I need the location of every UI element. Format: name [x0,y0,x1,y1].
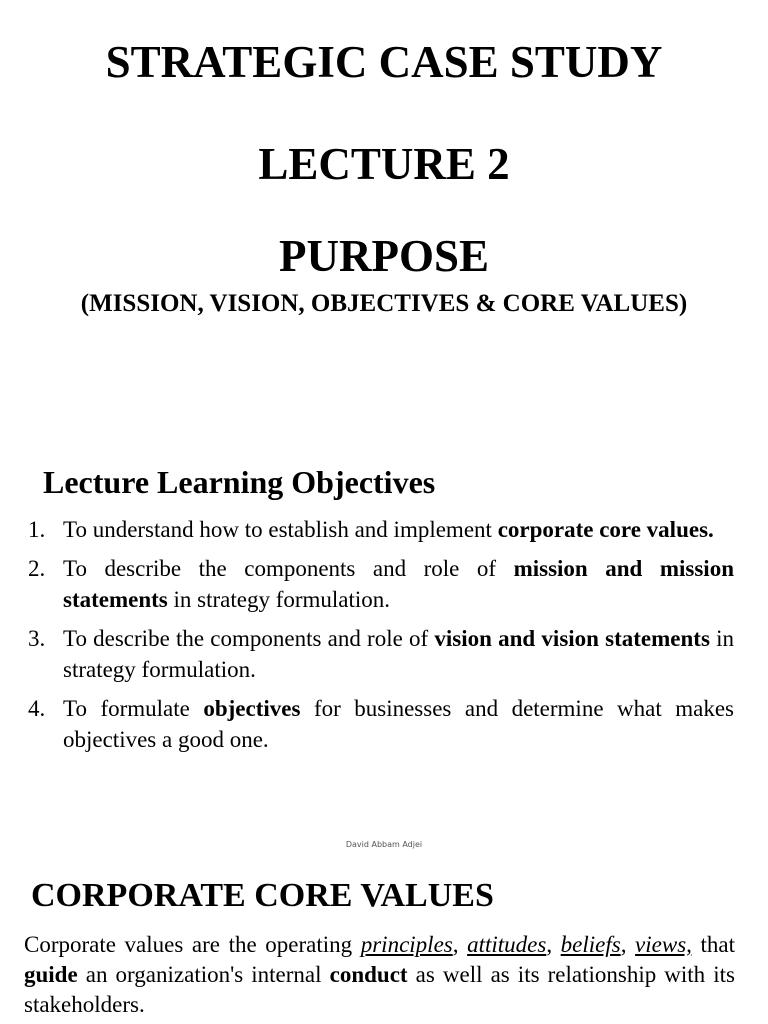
item-bold: mission and mission statements [63,556,734,612]
text-run: an organization's internal [77,962,330,987]
list-item [28,693,734,755]
item-number: 3. [28,626,46,651]
text-run: , [546,932,561,957]
item-bold: objectives [203,696,301,721]
text-run: as well as its relationship with its stakeholders. [24,962,735,1017]
item-text: To formulate [63,696,204,721]
objectives-list [28,514,734,763]
item-text: To understand how to establish and implement [63,517,498,542]
item-text-end: for businesses and determine what makes objectives a good one. [63,696,734,752]
text-run: , [620,932,636,957]
text-run: , [452,932,468,957]
item-number: 1. [28,517,46,542]
item-number: 2. [28,556,46,581]
list-item [28,553,734,615]
item-bold: corporate core values. [497,517,714,542]
objectives-heading: Lecture Learning Objectives [43,464,436,500]
term-principles: principles [360,932,453,957]
term-views: views, [635,932,692,957]
doc-title: STRATEGIC CASE STUDY [105,37,663,87]
item-text-end: in strategy formulation. [167,587,391,612]
text-run: Corporate values are the operating [24,932,361,957]
item-bold: vision and vision statements [434,626,710,651]
list-item [28,514,734,545]
core-values-heading: CORPORATE CORE VALUES [31,877,494,914]
item-text-end: in strategy formulation. [63,626,735,682]
purpose-subheading: (MISSION, VISION, OBJECTIVES & CORE VALUES) [80,290,688,317]
core-values-paragraph [24,930,735,1020]
term-conduct: conduct [329,962,408,987]
purpose-heading: PURPOSE [278,231,489,281]
term-beliefs: beliefs [560,932,621,957]
term-guide: guide [24,962,78,987]
term-attitudes: attitudes [467,932,547,957]
lecture-number: LECTURE 2 [258,139,510,189]
item-number: 4. [28,696,46,721]
item-text: To describe the components and role of [63,626,435,651]
item-text: To describe the components and role of [63,556,514,581]
list-item [28,623,734,685]
author-credit: David Abbam Adjei [345,840,423,849]
text-run: that [691,932,735,957]
